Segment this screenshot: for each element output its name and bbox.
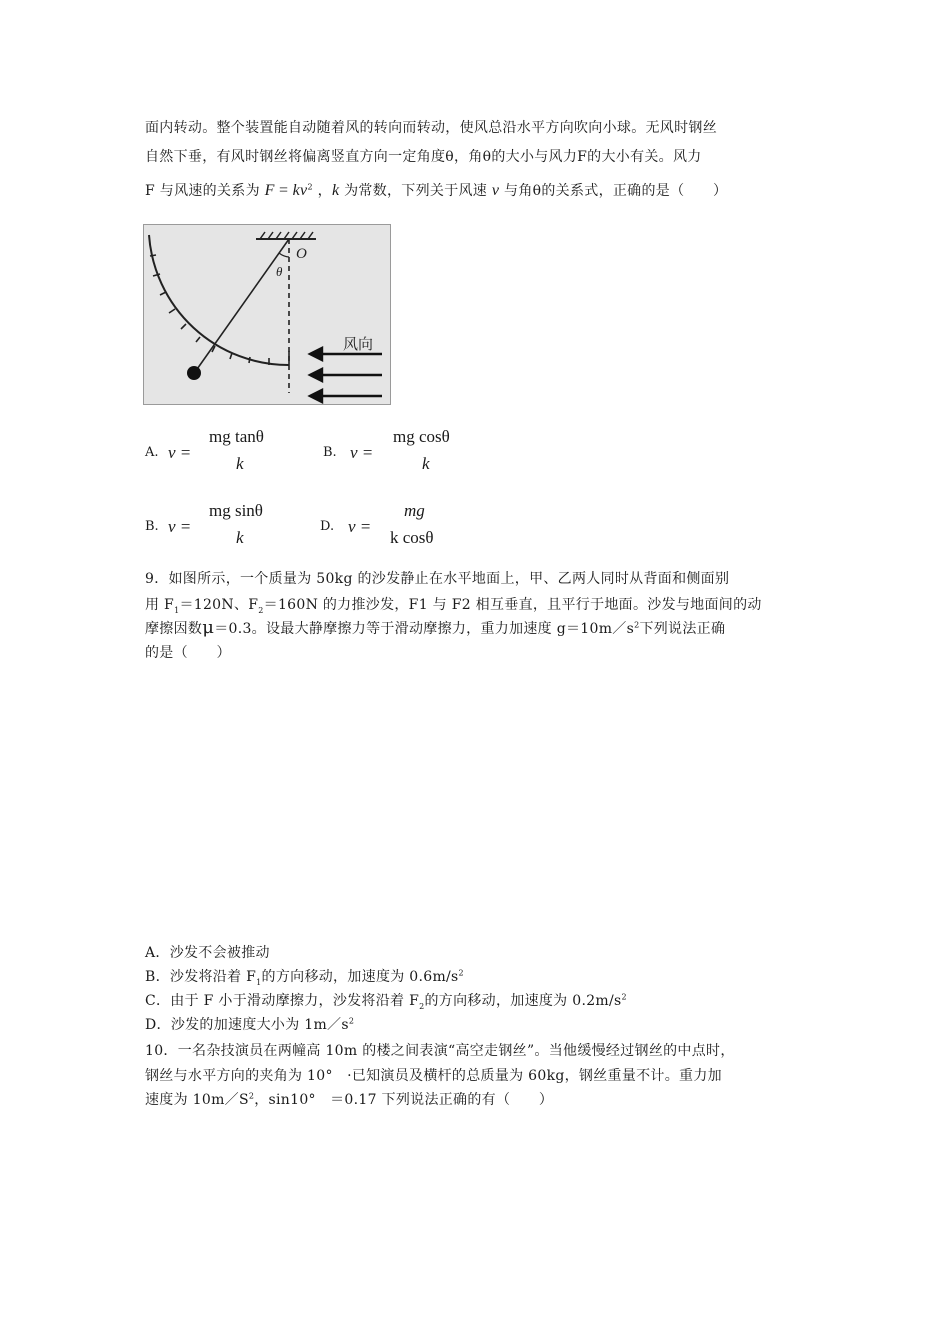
q9-text-line-1: 9．如图所示，一个质量为 50kg 的沙发静止在水平地面上，甲、乙两人同时从背面和侧面别 bbox=[145, 571, 730, 587]
option-b-numerator: mg cosθ bbox=[393, 427, 450, 446]
q10-line3-b: ，sin10° ＝0.17 下列说法正确的有（ ） bbox=[254, 1092, 554, 1108]
q9-option-c-sup: 2 bbox=[621, 992, 627, 1002]
option-a-label: A. bbox=[145, 445, 159, 460]
q9-option-c-post: 的方向移动，加速度为 0.2m/s bbox=[424, 993, 622, 1009]
q9-option-d-sup: 2 bbox=[348, 1016, 355, 1026]
option-a-formula bbox=[168, 427, 308, 479]
q9-option-a: A．沙发不会被推动 bbox=[145, 945, 270, 961]
q8-text-line-2: 自然下垂，有风时钢丝将偏离竖直方向一定角度θ，角θ的大小与风力F的大小有关。风力 bbox=[145, 149, 702, 165]
q10-text-line-3 bbox=[145, 1089, 553, 1109]
q9-line3-b: ＝0.3。设最大静摩擦力等于滑动摩擦力，重力加速度 g＝10m／s bbox=[214, 621, 635, 637]
option-b-formula bbox=[350, 427, 490, 479]
formula-kv: kv bbox=[292, 182, 308, 199]
ball bbox=[187, 366, 201, 380]
q9-mu: μ bbox=[202, 617, 215, 638]
line3-k: k bbox=[331, 182, 340, 199]
q9-option-d-pre: D．沙发的加速度大小为 1m／s bbox=[145, 1017, 349, 1033]
option-c-numerator: mg sinθ bbox=[209, 501, 263, 520]
q9-line2-a: 用 F bbox=[145, 597, 175, 613]
option-b-denominator: k bbox=[422, 454, 430, 473]
option-a-lhs: v = bbox=[168, 443, 192, 462]
line3-v: v bbox=[491, 182, 500, 199]
q9-option-c bbox=[145, 990, 627, 1011]
q9-sub-1: 1 bbox=[174, 605, 180, 615]
option-d-formula bbox=[348, 501, 488, 553]
option-b-lhs: v = bbox=[350, 443, 374, 462]
ceiling-hatch bbox=[260, 232, 313, 239]
q9-text-line-3 bbox=[145, 617, 725, 638]
option-d-numerator: mg bbox=[404, 501, 425, 520]
angle-arc bbox=[279, 253, 289, 257]
formula-exp: 2 bbox=[307, 182, 313, 192]
formula-f: F bbox=[264, 182, 275, 199]
q10-line3-a: 速度为 10m／S bbox=[145, 1092, 249, 1108]
option-c-label: B. bbox=[145, 519, 159, 534]
option-c-lhs: v = bbox=[168, 517, 192, 536]
formula-eq: = bbox=[274, 182, 293, 199]
q8-line3-b: 为常数，下列关于风速 bbox=[344, 183, 488, 199]
q8-line3-a: F 与风速的关系为 bbox=[145, 183, 260, 199]
wind-arrows bbox=[310, 348, 382, 402]
q9-option-b bbox=[145, 966, 464, 987]
option-b-label: B. bbox=[323, 445, 337, 460]
label-wind: 风向 bbox=[343, 335, 374, 353]
scale-ticks bbox=[150, 255, 289, 365]
q8-text-line-3: F 与风速的关系为 $F = kv^2$ ，k 为常数，下列关于风速 v 与角θ的关系式，正确的是（ ） bbox=[145, 182, 728, 199]
q10-sup: 2 bbox=[248, 1091, 255, 1101]
option-d-lhs: v = bbox=[348, 517, 372, 536]
q9-option-b-pre: B．沙发将沿着 F bbox=[145, 969, 257, 985]
q9-sub-2: 2 bbox=[258, 605, 264, 615]
q9-text-line-4: 的是（ ） bbox=[145, 645, 231, 661]
q9-option-d bbox=[145, 1014, 354, 1034]
q9-text-line-2 bbox=[145, 594, 762, 615]
q9-line3-c: 下列说法正确 bbox=[639, 621, 726, 637]
q9-option-c-pre: C．由于 F 小于滑动摩擦力，沙发将沿着 F bbox=[145, 993, 420, 1009]
option-d-label: D. bbox=[320, 519, 335, 534]
option-c-denominator: k bbox=[236, 528, 244, 547]
q9-line2-b: ＝120N、F bbox=[179, 597, 259, 613]
pendulum-figure bbox=[143, 224, 391, 405]
scale-arc bbox=[149, 235, 289, 365]
q8-text-line-1: 面内转动。整个装置能自动随着风的转向而转动，使风总沿水平方向吹向小球。无风时钢丝 bbox=[145, 120, 717, 136]
q9-option-c-sub: 2 bbox=[419, 1001, 425, 1011]
option-d-denominator: k cosθ bbox=[390, 528, 434, 547]
option-a-denominator: k bbox=[236, 454, 244, 473]
q9-option-b-sub: 1 bbox=[256, 977, 262, 987]
q9-line2-c: ＝160N 的力推沙发，F1 与 F2 相互垂直，且平行于地面。沙发与地面间的动 bbox=[263, 597, 762, 613]
q10-text-line-2: 钢丝与水平方向的夹角为 10° ·已知演员及横杆的总质量为 60kg，钢丝重量不计。重力加 bbox=[145, 1068, 722, 1084]
option-c-formula bbox=[168, 501, 308, 553]
q9-sup: 2 bbox=[634, 620, 640, 630]
q10-text-line-1: 10．一名杂技演员在两幢高 10m 的楼之间表演“高空走钢丝”。当他缓慢经过钢丝的中点时， bbox=[145, 1043, 735, 1059]
q9-option-b-post: 的方向移动，加速度为 0.6m/s bbox=[261, 969, 459, 985]
label-o: O bbox=[296, 246, 307, 262]
wire bbox=[195, 239, 289, 372]
q8-line3-c: 与角θ的关系式，正确的是（ ） bbox=[504, 183, 728, 199]
q9-line3-a: 摩擦因数 bbox=[145, 621, 203, 637]
pendulum-diagram bbox=[144, 225, 390, 404]
option-a-numerator: mg tanθ bbox=[209, 427, 264, 446]
q9-option-b-sup: 2 bbox=[458, 968, 464, 978]
label-theta: θ bbox=[276, 264, 283, 279]
